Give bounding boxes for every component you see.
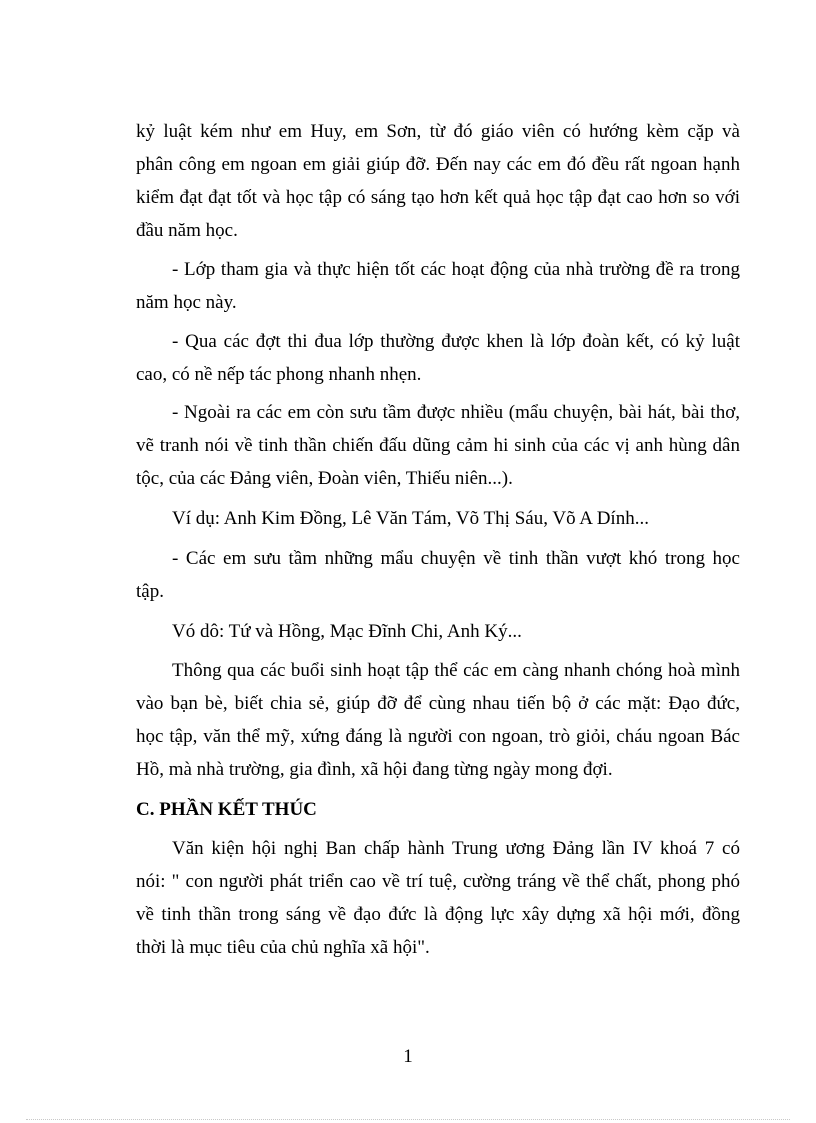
text-line: phân công em ngoan em giải giúp đỡ. Đến nay các em đó đều rất ngoan hạnh — [136, 154, 740, 175]
text-line: nói: " con người phát triển cao về trí tuệ, cường tráng về thể chất, phong phó — [136, 871, 740, 892]
text-line: Thông qua các buổi sinh hoạt tập thể các em càng nhanh chóng hoà mình — [172, 660, 740, 681]
text-line: học tập, văn thể mỹ, xứng đáng là người con ngoan, trò giỏi, cháu ngoan Bác — [136, 726, 740, 747]
text-line: Ví dụ: Anh Kim Đồng, Lê Văn Tám, Võ Thị Sáu, Võ A Dính... — [172, 508, 649, 529]
text-line: về tinh thần trong sáng về đạo đức là động lực xây dựng xã hội mới, đồng — [136, 904, 740, 925]
text-line: vẽ tranh nói về tinh thần chiến đấu dũng cảm hi sinh của các vị anh hùng dân — [136, 435, 740, 456]
text-line: - Qua các đợt thi đua lớp thường được khen là lớp đoàn kết, có kỷ luật — [172, 331, 740, 352]
section-heading: C. PHẦN KẾT THÚC — [136, 799, 317, 820]
text-line: - Ngoài ra các em còn sưu tầm được nhiều (mẩu chuyện, bài hát, bài thơ, — [172, 402, 740, 423]
text-line: kỷ luật kém như em Huy, em Sơn, từ đó giáo viên có hướng kèm cặp và — [136, 121, 740, 142]
text-line: tộc, của các Đảng viên, Đoàn viên, Thiếu niên...). — [136, 468, 513, 489]
text-line: Văn kiện hội nghị Ban chấp hành Trung ương Đảng lần IV khoá 7 có — [172, 838, 740, 859]
text-line: Vó dô: Tứ và Hồng, Mạc Đĩnh Chi, Anh Ký... — [172, 621, 522, 642]
text-line: vào bạn bè, biết chia sẻ, giúp đỡ để cùng nhau tiến bộ ở các mặt: Đạo đức, — [136, 693, 740, 714]
text-line: cao, có nề nếp tác phong nhanh nhẹn. — [136, 364, 422, 385]
text-line: thời là mục tiêu của chủ nghĩa xã hội". — [136, 937, 430, 958]
text-line: Hồ, mà nhà trường, gia đình, xã hội đang từng ngày mong đợi. — [136, 759, 613, 780]
text-line: - Lớp tham gia và thực hiện tốt các hoạt động của nhà trường đề ra trong — [172, 259, 740, 280]
page-number: 1 — [403, 1046, 413, 1067]
text-line: đầu năm học. — [136, 220, 238, 241]
text-line: - Các em sưu tầm những mẩu chuyện về tinh thần vượt khó trong học — [172, 548, 740, 569]
text-line: kiểm đạt đạt tốt và học tập có sáng tạo hơn kết quả học tập đạt cao hơn so với — [136, 187, 740, 208]
page-bottom-divider — [26, 1119, 790, 1120]
text-line: năm học này. — [136, 292, 237, 313]
text-line: tập. — [136, 581, 164, 602]
